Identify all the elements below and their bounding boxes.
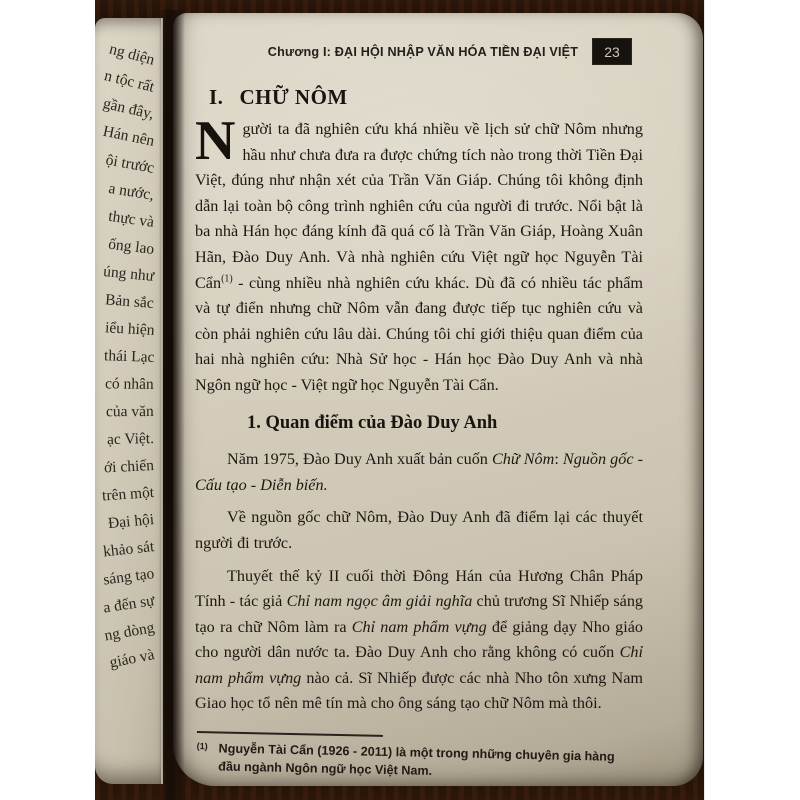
footnote-text: Nguyễn Tài Cẩn (1926 - 2011) là một trong những chuyên gia hàng đầu ngành Ngôn ngữ học Việt Nam. [218, 741, 615, 778]
left-page-text-fragment: ội trước [104, 151, 156, 177]
left-page-text-fragment: Hán nên [101, 122, 156, 150]
page-gutter-shadow [159, 10, 185, 800]
body-text [195, 110, 644, 778]
overexposed-left-strip [0, 0, 95, 800]
left-page-edge [95, 18, 163, 784]
left-page-text-fragment: Đại hội [107, 511, 155, 533]
left-page-text-fragment: của văn [106, 403, 155, 421]
left-page-text-fragment: thực và [107, 207, 156, 231]
overexposed-right-strip [705, 0, 800, 800]
left-page-text-fragment: a nước, [107, 179, 156, 204]
left-page-text-fragment: khảo sát [102, 538, 155, 561]
left-page-text-fragment: ng diện [107, 40, 157, 69]
page-number-badge: 23 [593, 39, 631, 64]
paragraph-3: Về nguồn gốc chữ Nôm, Đào Duy Anh đã điểm lại các thuyết người đi trước. [195, 508, 643, 552]
paragraph-1 [195, 110, 643, 399]
paragraph-2: Năm 1975, Đào Duy Anh xuất bản cuốn Chữ Nôm: Nguồn gốc - Cấu tạo - Diễn biến. [195, 450, 643, 494]
section-numeral: I. [209, 85, 224, 109]
section-heading [209, 85, 348, 110]
footnote [194, 731, 635, 784]
left-page-text-fragment: a đến sự [101, 592, 156, 617]
left-page-text-fragment: iểu hiện [104, 319, 155, 339]
left-page-text-fragment: có nhân [105, 375, 155, 393]
left-page-text-fragment: ng dòng [102, 619, 156, 645]
left-page-text-fragment: ới chiến [103, 457, 155, 477]
left-page-text-fragment: n tộc rất [102, 67, 157, 96]
section-heading-text: CHỮ NÔM [239, 85, 348, 109]
left-page-text-fragment: ống lao [107, 235, 156, 258]
paragraph-1-text: gười ta đã nghiên cứu khá nhiều về lịch sử chữ Nôm nhưng hầu như chưa đưa ra được chứng tích nào trong thời Tiền Đại Việt, đúng như nhận xét của Trần Văn Giáp. Chúng tôi không định dẫn lại toàn bộ công trình nghiên cứu của người đi trước. Nổi bật là ba nhà Hán học đáng kính đã quá cố là Trần Văn Giáp, Hoàng Xuân Hãn, Đào Duy Anh. Và nhà nghiên cứu Việt ngữ học Nguyễn Tài Cẩn$^{(1)}$ - cùng nhiều nhà nghiên cứu khác. Dù đã có nhiều tác phẩm và tự điển nhưng chữ Nôm vẫn đang được tiếp tục nghiên cứu và còn phải nghiên cứu lâu dài. Chúng tôi chỉ giới thiệu quan điểm của hai nhà nghiên cứu: Nhà Sử học - Hán học Đào Duy Anh và nhà Ngôn ngữ học - Việt ngữ học Nguyễn Tài Cẩn. [195, 120, 643, 394]
book-page [173, 13, 703, 786]
chapter-title: Chương I: ĐẠI HỘI NHẬP VĂN HÓA TIỀN ĐẠI VIỆT [267, 44, 579, 59]
dropcap-letter: N [195, 110, 236, 172]
footnote-divider [197, 731, 383, 737]
left-page-text-fragment: úng như [102, 263, 155, 285]
left-page-text-fragment: gần đây, [101, 94, 156, 123]
left-page-text-fragment: trên một [101, 484, 155, 505]
footnote-marker: (1) [196, 741, 208, 752]
book-backdrop [95, 0, 705, 800]
left-page-text-fragment: giáo và [107, 646, 156, 672]
footnote-text-block [194, 740, 635, 784]
subsection-heading: 1. Quan điểm của Đào Duy Anh [247, 412, 498, 433]
page-header [173, 39, 703, 64]
left-page-text-fragment: sáng tạo [102, 565, 156, 589]
left-page-text-fragment: ạc Việt. [106, 430, 155, 449]
paragraph-4: Thuyết thế kỷ II cuối thời Đông Hán của Hương Chân Pháp Tính - tác giả Chỉ nam ngọc âm giải nghĩa chủ trương Sĩ Nhiếp sáng tạo ra chữ Nôm làm ra Chỉ nam phẩm vựng để giảng dạy Nho giáo cho người dân nước ta. Đào Duy Anh cho rằng không có cuốn Chỉ nam phẩm vựng nào cả. Sĩ Nhiếp được các nhà Nho tôn xưng Nam Giao học tổ nên mê tín mà cho ông sáng tạo chữ Nôm mà thôi. [195, 566, 644, 713]
left-page-text-fragment: Bản sắc [104, 291, 155, 312]
left-page-text-fragment: thái Lạc [103, 347, 155, 366]
